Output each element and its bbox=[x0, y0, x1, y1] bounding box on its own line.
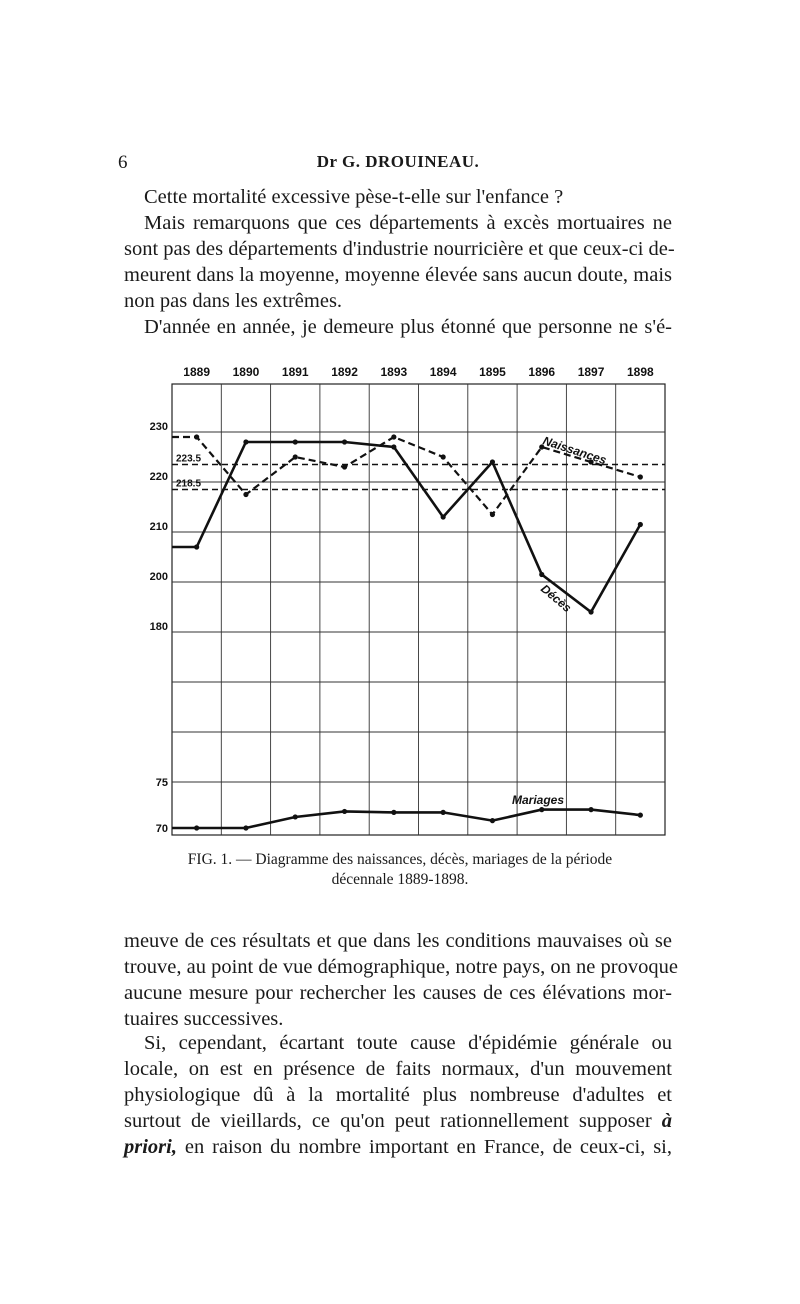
text-line: trouve, au point de vue démographique, notre pays, on ne provoque bbox=[124, 956, 678, 978]
series-line-décès bbox=[172, 442, 640, 612]
paragraph-2 bbox=[124, 210, 675, 314]
text-line bbox=[124, 1108, 672, 1134]
series-label-mariages: Mariages bbox=[512, 793, 565, 807]
y-tick-label: 210 bbox=[149, 521, 168, 533]
x-tick-label: 1898 bbox=[626, 365, 654, 379]
text-line: sont pas des départements d'industrie nourricière et que ceux-ci de- bbox=[124, 238, 675, 260]
series-line-mariages bbox=[172, 810, 640, 828]
x-tick-label: 1893 bbox=[380, 365, 408, 379]
data-point bbox=[441, 454, 446, 459]
paragraph-4 bbox=[124, 928, 678, 1032]
text-line: D'année en année, je demeure plus étonné que personne ne s'é- bbox=[144, 316, 672, 338]
data-point bbox=[490, 512, 495, 517]
caption-line: FIG. 1. — Diagramme des naissances, décès, mariages de la période bbox=[187, 851, 613, 868]
caption-line: décennale 1889-1898. bbox=[331, 871, 469, 888]
emphasis-a: à bbox=[661, 1110, 673, 1132]
series-label-naissances: Naissances bbox=[541, 433, 609, 468]
paragraph-3 bbox=[124, 314, 672, 340]
data-point bbox=[293, 454, 298, 459]
data-point bbox=[638, 522, 643, 527]
data-point bbox=[342, 439, 347, 444]
y-tick-label: 70 bbox=[155, 823, 168, 835]
text-line: meurent dans la moyenne, moyenne élevée sans aucun doute, mais bbox=[124, 264, 672, 286]
page-header bbox=[118, 152, 678, 176]
figure-caption bbox=[150, 850, 650, 890]
data-point bbox=[588, 609, 593, 614]
x-tick-label: 1891 bbox=[281, 365, 309, 379]
data-point bbox=[293, 814, 298, 819]
data-point bbox=[194, 825, 199, 830]
text-fragment: surtout de vieillards, ce qu'on peut rationnellement supposer bbox=[124, 1110, 652, 1132]
x-tick-label: 1897 bbox=[577, 365, 605, 379]
data-point bbox=[194, 544, 199, 549]
data-point bbox=[243, 439, 248, 444]
data-point bbox=[342, 464, 347, 469]
data-point bbox=[490, 818, 495, 823]
page-number: 6 bbox=[118, 152, 128, 173]
data-point bbox=[342, 809, 347, 814]
text-line: locale, on est en présence de faits normaux, d'un mouvement bbox=[124, 1058, 672, 1080]
data-point bbox=[539, 572, 544, 577]
data-point bbox=[638, 474, 643, 479]
data-point bbox=[194, 434, 199, 439]
x-tick-label: 1895 bbox=[479, 365, 506, 379]
y-tick-label: 180 bbox=[149, 621, 168, 633]
data-point bbox=[490, 459, 495, 464]
text-line: meuve de ces résultats et que dans les conditions mauvaises où se bbox=[124, 930, 672, 952]
y-tick-label: 75 bbox=[155, 777, 168, 789]
y-tick-label: 230 bbox=[149, 421, 168, 433]
text-line: Si, cependant, écartant toute cause d'épidémie générale ou bbox=[144, 1032, 672, 1054]
x-tick-label: 1896 bbox=[528, 365, 556, 379]
data-point bbox=[391, 810, 396, 815]
series-label-deces: Décès bbox=[538, 581, 575, 616]
data-point bbox=[293, 439, 298, 444]
data-point bbox=[588, 807, 593, 812]
text-line: Cette mortalité excessive pèse-t-elle sur l'enfance ? bbox=[144, 186, 564, 208]
text-line: tuaires successives. bbox=[124, 1008, 284, 1030]
x-tick-label: 1890 bbox=[232, 365, 260, 379]
emphasis-priori: priori, bbox=[124, 1136, 177, 1158]
text-line: non pas dans les extrêmes. bbox=[124, 290, 343, 312]
text-line: physiologique dû à la mortalité plus nombreuse d'adultes et bbox=[124, 1084, 672, 1106]
paragraph-1 bbox=[124, 184, 672, 210]
chart-svg bbox=[130, 358, 675, 843]
data-point bbox=[441, 810, 446, 815]
x-tick-label: 1894 bbox=[429, 365, 457, 379]
x-tick-label: 1892 bbox=[331, 365, 358, 379]
data-point bbox=[638, 813, 643, 818]
figure-diagram bbox=[130, 358, 675, 848]
text-line bbox=[124, 1134, 672, 1160]
data-point bbox=[441, 514, 446, 519]
reference-label: 218.5 bbox=[176, 478, 202, 490]
data-point bbox=[243, 825, 248, 830]
data-point bbox=[539, 807, 544, 812]
data-point bbox=[391, 444, 396, 449]
data-point bbox=[243, 492, 248, 497]
reference-label: 223.5 bbox=[176, 453, 202, 465]
running-head: Dr G. DROUINEAU. bbox=[316, 152, 480, 171]
text-line: aucune mesure pour rechercher les causes de ces élévations mor- bbox=[124, 982, 672, 1004]
data-point bbox=[391, 434, 396, 439]
text-fragment: en raison du nombre important en France, de ceux-ci, si, bbox=[184, 1136, 672, 1158]
y-tick-label: 220 bbox=[149, 471, 168, 483]
y-tick-label: 200 bbox=[149, 571, 168, 583]
paragraph-5 bbox=[124, 1030, 672, 1160]
x-tick-label: 1889 bbox=[183, 365, 211, 379]
text-line: Mais remarquons que ces départements à excès mortuaires ne bbox=[144, 212, 672, 234]
